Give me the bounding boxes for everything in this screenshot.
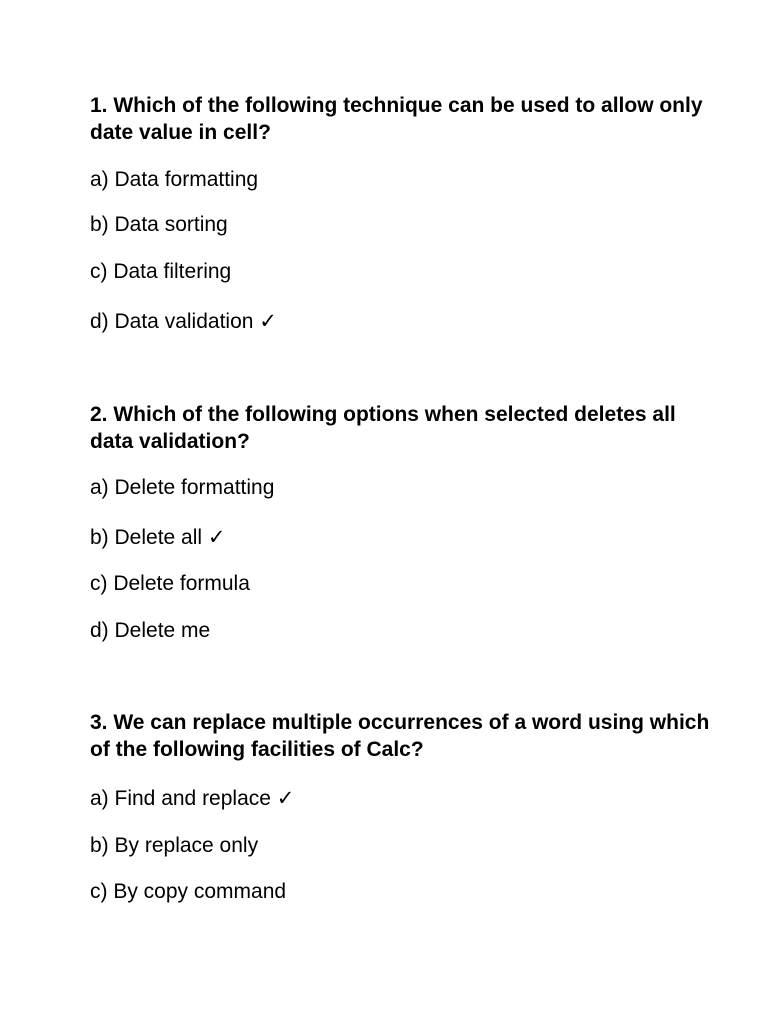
question-1-option-c: c) Data filtering xyxy=(90,260,232,283)
question-2-option-a: a) Delete formatting xyxy=(90,476,275,499)
question-2-option-c: c) Delete formula xyxy=(90,572,250,595)
question-2-option-b: b) Delete all ✓ xyxy=(90,526,226,549)
question-1-option-b: b) Data sorting xyxy=(90,213,228,236)
question-1-option-d: d) Data validation ✓ xyxy=(90,310,277,333)
question-1: 1. Which of the following technique can be used to allow only date value in cell? xyxy=(90,94,703,144)
question-2-option-d: d) Delete me xyxy=(90,619,211,642)
question-3-option-b: b) By replace only xyxy=(90,834,259,857)
question-1-option-a: a) Data formatting xyxy=(90,168,259,191)
question-2: 2. Which of the following options when selected deletes all data validation? xyxy=(90,403,676,453)
question-3-option-c: c) By copy command xyxy=(90,880,287,903)
question-3: 3. We can replace multiple occurrences of a word using which of the following facilities of Calc? xyxy=(90,711,710,761)
question-3-option-a: a) Find and replace ✓ xyxy=(90,787,295,810)
